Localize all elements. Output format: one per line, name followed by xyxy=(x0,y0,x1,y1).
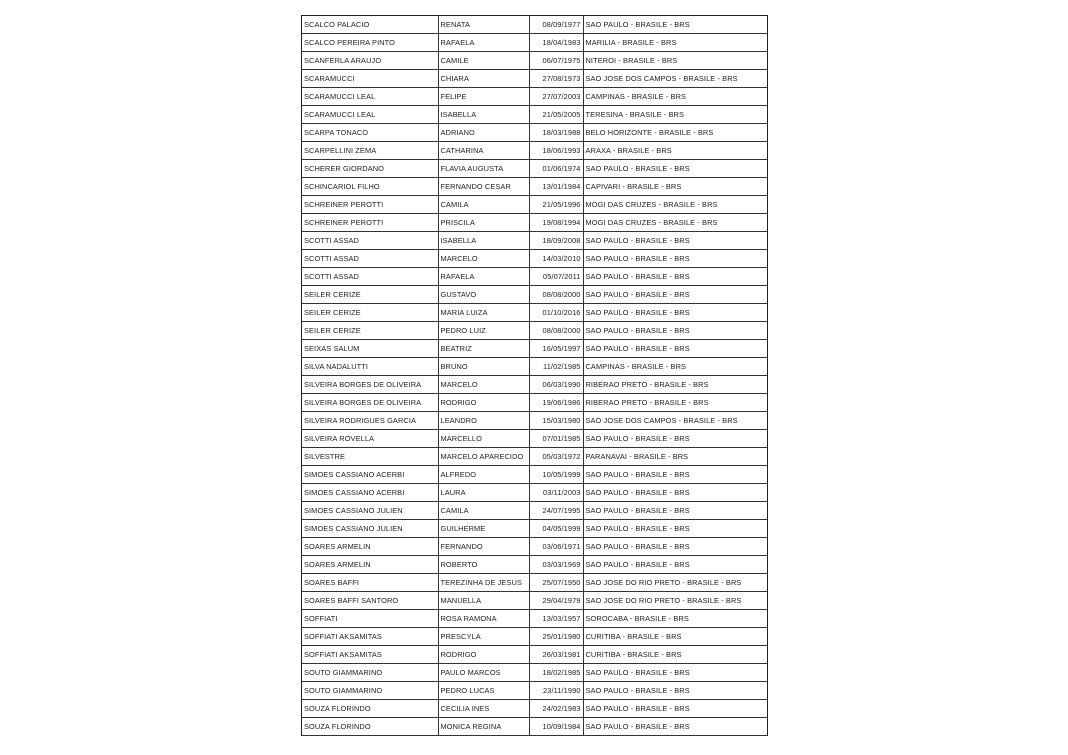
given-name-cell: CATHARINA xyxy=(438,142,529,160)
birth-date-cell: 25/01/1980 xyxy=(529,628,583,646)
table-row xyxy=(302,70,767,88)
given-name-cell: CAMILA xyxy=(438,502,529,520)
birthplace-cell: SAO JOSE DOS CAMPOS - BRASILE - BRS xyxy=(583,412,767,430)
given-name-cell: BEATRIZ xyxy=(438,340,529,358)
table-row xyxy=(302,52,767,70)
birth-date-cell: 08/08/2000 xyxy=(529,322,583,340)
surname-cell: SCOTTI ASSAD xyxy=(302,232,438,250)
given-name-cell: ROSA RAMONA xyxy=(438,610,529,628)
birthplace-cell: CURITIBA - BRASILE - BRS xyxy=(583,628,767,646)
birthplace-cell: ARAXA - BRASILE - BRS xyxy=(583,142,767,160)
birth-date-cell: 08/09/1977 xyxy=(529,16,583,34)
birthplace-cell: CAPIVARI - BRASILE - BRS xyxy=(583,178,767,196)
registry-table-body xyxy=(302,16,767,736)
surname-cell: SCARAMUCCI LEAL xyxy=(302,106,438,124)
birthplace-cell: SAO PAULO - BRASILE - BRS xyxy=(583,520,767,538)
birthplace-cell: MOGI DAS CRUZES - BRASILE - BRS xyxy=(583,196,767,214)
given-name-cell: RODRIGO xyxy=(438,394,529,412)
given-name-cell: ROBERTO xyxy=(438,556,529,574)
surname-cell: SOUZA FLORINDO xyxy=(302,718,438,736)
table-row xyxy=(302,484,767,502)
surname-cell: SILVEIRA BORGES DE OLIVEIRA xyxy=(302,394,438,412)
birthplace-cell: SAO PAULO - BRASILE - BRS xyxy=(583,538,767,556)
given-name-cell: LEANDRO xyxy=(438,412,529,430)
table-row xyxy=(302,574,767,592)
birthplace-cell: CAMPINAS - BRASILE - BRS xyxy=(583,88,767,106)
surname-cell: SCHREINER PEROTTI xyxy=(302,214,438,232)
table-row xyxy=(302,412,767,430)
table-row xyxy=(302,322,767,340)
given-name-cell: MONICA REGINA xyxy=(438,718,529,736)
table-row xyxy=(302,520,767,538)
surname-cell: SCHERER GIORDANO xyxy=(302,160,438,178)
birthplace-cell: SAO PAULO - BRASILE - BRS xyxy=(583,700,767,718)
surname-cell: SCOTTI ASSAD xyxy=(302,250,438,268)
birthplace-cell: SAO PAULO - BRASILE - BRS xyxy=(583,466,767,484)
birthplace-cell: SAO PAULO - BRASILE - BRS xyxy=(583,16,767,34)
given-name-cell: FELIPE xyxy=(438,88,529,106)
birth-date-cell: 26/03/1981 xyxy=(529,646,583,664)
given-name-cell: PEDRO LUIZ xyxy=(438,322,529,340)
birth-date-cell: 06/07/1975 xyxy=(529,52,583,70)
given-name-cell: ISABELLA xyxy=(438,106,529,124)
given-name-cell: MARCELO APARECIDO xyxy=(438,448,529,466)
birth-date-cell: 16/05/1997 xyxy=(529,340,583,358)
birth-date-cell: 18/03/1988 xyxy=(529,124,583,142)
birth-date-cell: 04/05/1999 xyxy=(529,520,583,538)
birth-date-cell: 18/06/1993 xyxy=(529,142,583,160)
birthplace-cell: SAO PAULO - BRASILE - BRS xyxy=(583,664,767,682)
birth-date-cell: 18/09/2008 xyxy=(529,232,583,250)
surname-cell: SCANFERLA ARAUJO xyxy=(302,52,438,70)
birthplace-cell: PARANAVAI - BRASILE - BRS xyxy=(583,448,767,466)
birth-date-cell: 07/01/1985 xyxy=(529,430,583,448)
birthplace-cell: SAO PAULO - BRASILE - BRS xyxy=(583,718,767,736)
birthplace-cell: SAO PAULO - BRASILE - BRS xyxy=(583,340,767,358)
birthplace-cell: SAO PAULO - BRASILE - BRS xyxy=(583,484,767,502)
given-name-cell: MARCELO xyxy=(438,376,529,394)
given-name-cell: MARCELO xyxy=(438,250,529,268)
surname-cell: SIMOES CASSIANO ACERBI xyxy=(302,484,438,502)
birth-date-cell: 10/05/1999 xyxy=(529,466,583,484)
surname-cell: SOUTO GIAMMARINO xyxy=(302,664,438,682)
surname-cell: SCARAMUCCI xyxy=(302,70,438,88)
surname-cell: SCARPA TONACO xyxy=(302,124,438,142)
table-row xyxy=(302,646,767,664)
birth-date-cell: 05/07/2011 xyxy=(529,268,583,286)
table-row xyxy=(302,232,767,250)
table-row xyxy=(302,304,767,322)
table-row xyxy=(302,430,767,448)
table-row xyxy=(302,358,767,376)
given-name-cell: BRUNO xyxy=(438,358,529,376)
given-name-cell: FERNANDO xyxy=(438,538,529,556)
surname-cell: SCHREINER PEROTTI xyxy=(302,196,438,214)
table-row xyxy=(302,610,767,628)
table-row xyxy=(302,340,767,358)
registry-table-container xyxy=(301,15,768,736)
given-name-cell: MARCELLO xyxy=(438,430,529,448)
table-row xyxy=(302,376,767,394)
table-row xyxy=(302,628,767,646)
table-row xyxy=(302,250,767,268)
birth-date-cell: 19/08/1994 xyxy=(529,214,583,232)
birth-date-cell: 03/03/1969 xyxy=(529,556,583,574)
given-name-cell: FERNANDO CESAR xyxy=(438,178,529,196)
birth-date-cell: 25/07/1950 xyxy=(529,574,583,592)
table-row xyxy=(302,88,767,106)
birth-date-cell: 27/08/1973 xyxy=(529,70,583,88)
given-name-cell: MARIA LUIZA xyxy=(438,304,529,322)
birth-date-cell: 13/01/1984 xyxy=(529,178,583,196)
given-name-cell: CECILIA INES xyxy=(438,700,529,718)
birthplace-cell: SAO PAULO - BRASILE - BRS xyxy=(583,322,767,340)
birthplace-cell: SAO JOSE DO RIO PRETO - BRASILE - BRS xyxy=(583,592,767,610)
surname-cell: SIMOES CASSIANO JULIEN xyxy=(302,502,438,520)
given-name-cell: GUSTAVO xyxy=(438,286,529,304)
birthplace-cell: NITEROI - BRASILE - BRS xyxy=(583,52,767,70)
given-name-cell: TEREZINHA DE JESUS xyxy=(438,574,529,592)
birth-date-cell: 05/03/1972 xyxy=(529,448,583,466)
surname-cell: SCARAMUCCI LEAL xyxy=(302,88,438,106)
birth-date-cell: 13/03/1957 xyxy=(529,610,583,628)
surname-cell: SCALCO PALACIO xyxy=(302,16,438,34)
table-row xyxy=(302,214,767,232)
birthplace-cell: SAO PAULO - BRASILE - BRS xyxy=(583,682,767,700)
surname-cell: SOUZA FLORINDO xyxy=(302,700,438,718)
birth-date-cell: 08/08/2000 xyxy=(529,286,583,304)
surname-cell: SOARES ARMELIN xyxy=(302,556,438,574)
birthplace-cell: MARILIA - BRASILE - BRS xyxy=(583,34,767,52)
table-row xyxy=(302,664,767,682)
birthplace-cell: TERESINA - BRASILE - BRS xyxy=(583,106,767,124)
birthplace-cell: SAO PAULO - BRASILE - BRS xyxy=(583,160,767,178)
birth-date-cell: 19/06/1986 xyxy=(529,394,583,412)
surname-cell: SOFFIATI xyxy=(302,610,438,628)
table-row xyxy=(302,34,767,52)
surname-cell: SEILER CERIZE xyxy=(302,304,438,322)
surname-cell: SOARES BAFFI xyxy=(302,574,438,592)
given-name-cell: ADRIANO xyxy=(438,124,529,142)
surname-cell: SILVEIRA BORGES DE OLIVEIRA xyxy=(302,376,438,394)
birth-date-cell: 24/02/1983 xyxy=(529,700,583,718)
given-name-cell: PRESCYLA xyxy=(438,628,529,646)
given-name-cell: RODRIGO xyxy=(438,646,529,664)
birthplace-cell: SAO JOSE DO RIO PRETO - BRASILE - BRS xyxy=(583,574,767,592)
table-row xyxy=(302,502,767,520)
birth-date-cell: 24/07/1995 xyxy=(529,502,583,520)
birthplace-cell: MOGI DAS CRUZES - BRASILE - BRS xyxy=(583,214,767,232)
surname-cell: SEILER CERIZE xyxy=(302,286,438,304)
surname-cell: SCALCO PEREIRA PINTO xyxy=(302,34,438,52)
surname-cell: SILVEIRA RODRIGUES GARCIA xyxy=(302,412,438,430)
surname-cell: SILVEIRA ROVELLA xyxy=(302,430,438,448)
birthplace-cell: SAO PAULO - BRASILE - BRS xyxy=(583,286,767,304)
table-row xyxy=(302,592,767,610)
table-row xyxy=(302,268,767,286)
given-name-cell: CAMILE xyxy=(438,52,529,70)
birthplace-cell: RIBERAO PRETO - BRASILE - BRS xyxy=(583,376,767,394)
surname-cell: SCOTTI ASSAD xyxy=(302,268,438,286)
birth-date-cell: 18/04/1983 xyxy=(529,34,583,52)
registry-table xyxy=(302,16,767,736)
given-name-cell: RAFAELA xyxy=(438,34,529,52)
birthplace-cell: SAO PAULO - BRASILE - BRS xyxy=(583,268,767,286)
surname-cell: SOUTO GIAMMARINO xyxy=(302,682,438,700)
given-name-cell: PEDRO LUCAS xyxy=(438,682,529,700)
birth-date-cell: 01/10/2016 xyxy=(529,304,583,322)
birth-date-cell: 14/03/2010 xyxy=(529,250,583,268)
birthplace-cell: CAMPINAS - BRASILE - BRS xyxy=(583,358,767,376)
surname-cell: SIMOES CASSIANO JULIEN xyxy=(302,520,438,538)
birth-date-cell: 21/05/1996 xyxy=(529,196,583,214)
birth-date-cell: 21/05/2005 xyxy=(529,106,583,124)
table-row xyxy=(302,394,767,412)
birth-date-cell: 01/06/1974 xyxy=(529,160,583,178)
given-name-cell: CHIARA xyxy=(438,70,529,88)
birth-date-cell: 23/11/1990 xyxy=(529,682,583,700)
table-row xyxy=(302,682,767,700)
birth-date-cell: 06/03/1990 xyxy=(529,376,583,394)
table-row xyxy=(302,124,767,142)
surname-cell: SOFFIATI AKSAMITAS xyxy=(302,646,438,664)
given-name-cell: PAULO MARCOS xyxy=(438,664,529,682)
birthplace-cell: SAO PAULO - BRASILE - BRS xyxy=(583,502,767,520)
birthplace-cell: SAO PAULO - BRASILE - BRS xyxy=(583,250,767,268)
birth-date-cell: 10/09/1984 xyxy=(529,718,583,736)
birth-date-cell: 11/02/1985 xyxy=(529,358,583,376)
given-name-cell: PRISCILA xyxy=(438,214,529,232)
birthplace-cell: RIBERAO PRETO - BRASILE - BRS xyxy=(583,394,767,412)
given-name-cell: CAMILA xyxy=(438,196,529,214)
table-row xyxy=(302,178,767,196)
birth-date-cell: 03/06/1971 xyxy=(529,538,583,556)
surname-cell: SEIXAS SALUM xyxy=(302,340,438,358)
table-row xyxy=(302,160,767,178)
birth-date-cell: 27/07/2003 xyxy=(529,88,583,106)
given-name-cell: GUILHERME xyxy=(438,520,529,538)
birth-date-cell: 29/04/1979 xyxy=(529,592,583,610)
birth-date-cell: 18/02/1985 xyxy=(529,664,583,682)
table-row xyxy=(302,196,767,214)
surname-cell: SILVESTRE xyxy=(302,448,438,466)
table-row xyxy=(302,718,767,736)
surname-cell: SEILER CERIZE xyxy=(302,322,438,340)
table-row xyxy=(302,556,767,574)
birth-date-cell: 15/03/1980 xyxy=(529,412,583,430)
birth-date-cell: 03/11/2003 xyxy=(529,484,583,502)
table-row xyxy=(302,700,767,718)
given-name-cell: FLAVIA AUGUSTA xyxy=(438,160,529,178)
birthplace-cell: SAO PAULO - BRASILE - BRS xyxy=(583,304,767,322)
surname-cell: SCARPELLINI ZEMA xyxy=(302,142,438,160)
birthplace-cell: CURITIBA - BRASILE - BRS xyxy=(583,646,767,664)
birthplace-cell: SAO PAULO - BRASILE - BRS xyxy=(583,556,767,574)
table-row xyxy=(302,106,767,124)
birthplace-cell: BELO HORIZONTE - BRASILE - BRS xyxy=(583,124,767,142)
birthplace-cell: SAO PAULO - BRASILE - BRS xyxy=(583,430,767,448)
given-name-cell: RENATA xyxy=(438,16,529,34)
table-row xyxy=(302,466,767,484)
given-name-cell: MANUELLA xyxy=(438,592,529,610)
given-name-cell: RAFAELA xyxy=(438,268,529,286)
surname-cell: SOFFIATI AKSAMITAS xyxy=(302,628,438,646)
given-name-cell: ALFREDO xyxy=(438,466,529,484)
table-row xyxy=(302,142,767,160)
surname-cell: SOARES BAFFI SANTORO xyxy=(302,592,438,610)
given-name-cell: ISABELLA xyxy=(438,232,529,250)
table-row xyxy=(302,448,767,466)
table-row xyxy=(302,538,767,556)
birthplace-cell: SAO JOSE DOS CAMPOS - BRASILE - BRS xyxy=(583,70,767,88)
surname-cell: SILVA NADALUTTI xyxy=(302,358,438,376)
birthplace-cell: SOROCABA - BRASILE - BRS xyxy=(583,610,767,628)
given-name-cell: LAURA xyxy=(438,484,529,502)
table-row xyxy=(302,286,767,304)
birthplace-cell: SAO PAULO - BRASILE - BRS xyxy=(583,232,767,250)
surname-cell: SCHINCARIOL FILHO xyxy=(302,178,438,196)
surname-cell: SOARES ARMELIN xyxy=(302,538,438,556)
surname-cell: SIMOES CASSIANO ACERBI xyxy=(302,466,438,484)
table-row xyxy=(302,16,767,34)
